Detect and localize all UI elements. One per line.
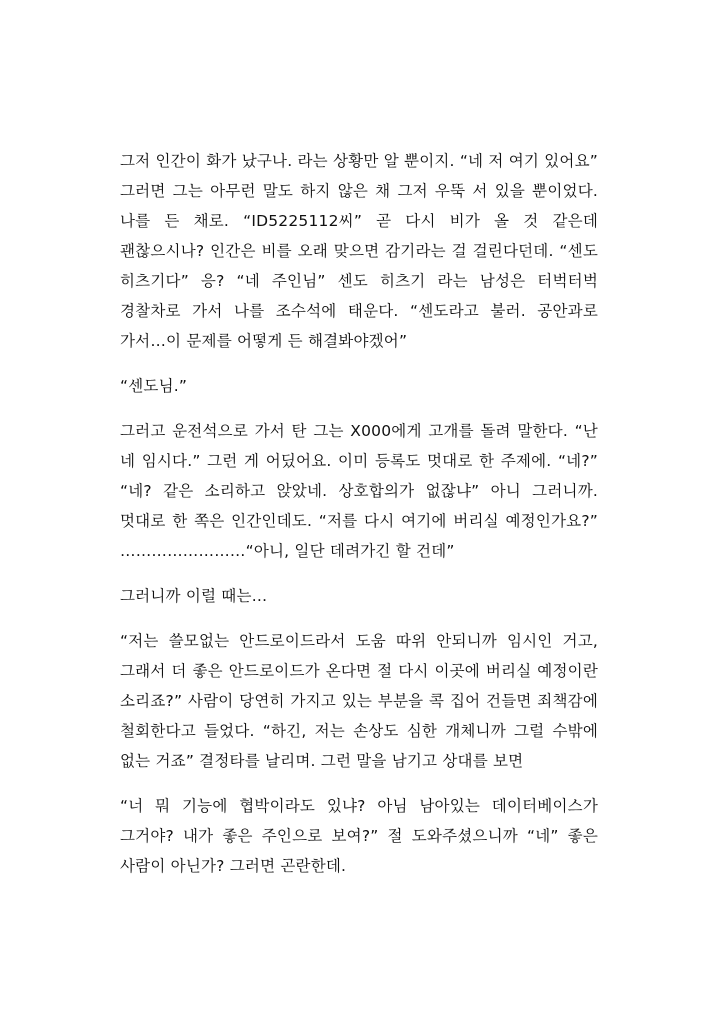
paragraph-3: 그러고 운전석으로 가서 탄 그는 X000에게 고개를 돌려 말한다. “난 네 임시다.” 그런 게 어딨어요. 이미 등록도 멋대로 한 주제에. “네?” “네? 같은 소리하고 앉았네. 상호합의가 없잖냐” 아니 그러니까. 멋대로 한 쪽은 인간인데도. “저를 다시 여기에 버리실 예정인가요?” ……………………“아니, 일단 데려가긴 할 건데”	[120, 422, 598, 560]
paragraph-4: 그러니까 이럴 때는…	[120, 587, 268, 605]
paragraph-1: 그저 인간이 화가 났구나. 라는 상황만 알 뿐이지. “네 저 여기 있어요” 그러면 그는 아무런 말도 하지 않은 채 그저 우뚝 서 있을 뿐이었다. 나를 든 채로. “ID5225112씨” 곧 다시 비가 올 것 같은데 괜찮으시나? 인간은 비를 오래 맞으면 감기라는 걸 걸린다던데. “센도 히츠기다” 응? “네 주인님” 센도 히츠기 라는 남성은 터벅터벅 경찰차로 가서 나를 조수석에 태운다. “센도라고 불러. 공안과로 가서…이 문제를 어떻게 든 해결봐야겠어”	[120, 152, 598, 350]
document-page	[120, 146, 598, 881]
paragraph-2: “센도님.”	[120, 377, 188, 395]
paragraph-5: “저는 쓸모없는 안드로이드라서 도움 따위 안되니까 임시인 거고, 그래서 더 좋은 안드로이드가 온다면 절 다시 이곳에 버리실 예정이란 소리죠?” 사람이 당연히 가지고 있는 부분을 콕 집어 건들면 죄책감에 철회한다고 들었다. “하긴, 저는 손상도 심한 개체니까 그럴 수밖에 없는 거죠” 결정타를 날리며. 그런 말을 남기고 상대를 보면	[120, 632, 598, 770]
paragraph-6: “너 뭐 기능에 협박이라도 있냐? 아님 남아있는 데이터베이스가 그거야? 내가 좋은 주인으로 보여?” 절 도와주셨으니까 “네” 좋은 사람이 아닌가? 그러면 곤란한데.	[120, 797, 598, 875]
